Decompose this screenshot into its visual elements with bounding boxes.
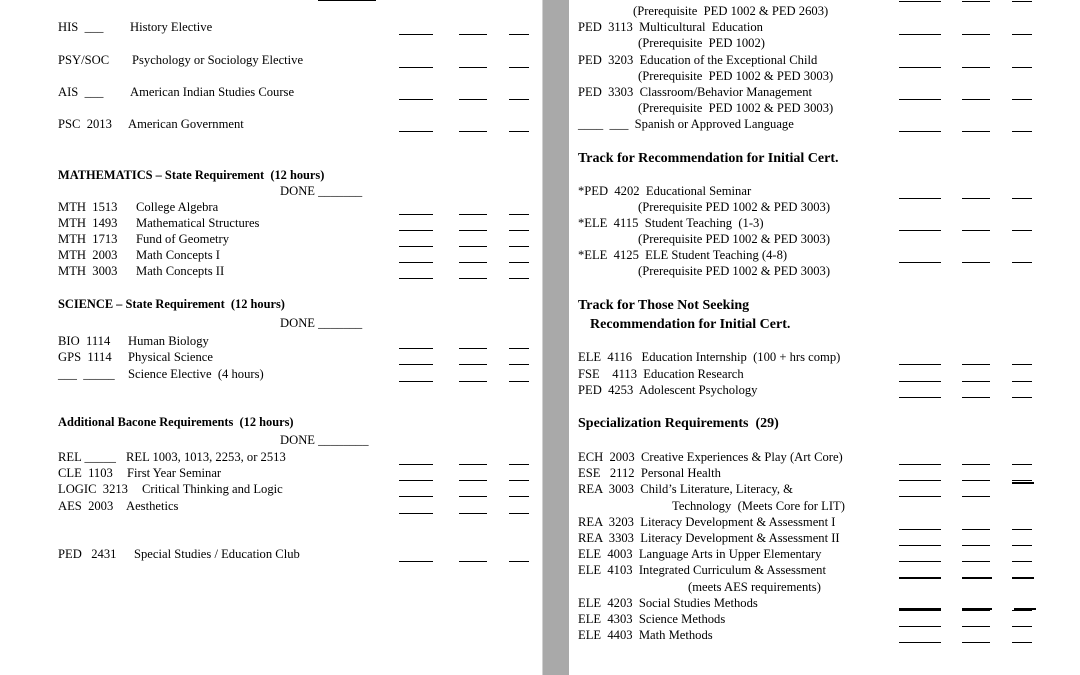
prerequisite-note: (Prerequisite PED 1002 & PED 3003) [638, 264, 831, 278]
course-line: ____ ___ Spanish or Approved Language [578, 117, 794, 131]
course-title: Physical Science [128, 350, 213, 364]
blank-line[interactable] [399, 381, 433, 382]
blank-line[interactable] [459, 496, 487, 497]
blank-line[interactable] [899, 397, 941, 398]
course-line: REA 3003 Child’s Literature, Literacy, & [578, 482, 793, 496]
blank-line[interactable] [1012, 262, 1032, 263]
blank-line[interactable] [899, 480, 941, 481]
blank-line[interactable] [1012, 99, 1032, 100]
blank-line[interactable] [1012, 482, 1034, 484]
blank-line[interactable] [899, 198, 941, 199]
blank-line[interactable] [962, 262, 990, 263]
course-line: REA 3203 Literacy Development & Assessment I [578, 515, 836, 529]
blank-line[interactable] [399, 496, 433, 497]
blank-line[interactable] [1012, 577, 1034, 579]
course-line: PED 3203 Education of the Exceptional Child [578, 53, 818, 67]
blank-line[interactable] [509, 561, 529, 562]
blank-line[interactable] [459, 230, 487, 231]
course-code: MTH 2003 [58, 248, 118, 262]
blank-line[interactable] [399, 513, 433, 514]
blank-line[interactable] [459, 278, 487, 279]
blank-line[interactable] [962, 397, 990, 398]
course-line: ELE 4203 Social Studies Methods [578, 596, 758, 610]
section-heading-specialization: Specialization Requirements (29) [578, 416, 779, 431]
course-code: BIO 1114 [58, 334, 111, 348]
blank-line[interactable] [899, 1, 941, 2]
course-code: LOGIC 3213 [58, 482, 128, 496]
blank-line[interactable] [1014, 608, 1036, 610]
blank-line[interactable] [1012, 230, 1032, 231]
section-heading-math: MATHEMATICS – State Requirement (12 hours) [58, 168, 325, 182]
blank-line[interactable] [509, 348, 529, 349]
blank-line[interactable] [509, 364, 529, 365]
blank-line[interactable] [399, 278, 433, 279]
course-title: Aesthetics [126, 499, 179, 513]
blank-line[interactable] [1012, 198, 1032, 199]
blank-line[interactable] [509, 246, 529, 247]
blank-line[interactable] [899, 561, 941, 562]
blank-line[interactable] [399, 99, 433, 100]
blank-line[interactable] [459, 464, 487, 465]
section-heading-track-not-2: Recommendation for Initial Cert. [590, 317, 791, 332]
course-line: ELE 4116 Education Internship (100 + hrs comp) [578, 350, 841, 364]
blank-line[interactable] [509, 480, 529, 481]
blank-line[interactable] [509, 214, 529, 215]
blank-line[interactable] [459, 364, 487, 365]
blank-line[interactable] [899, 545, 941, 546]
blank-line[interactable] [459, 381, 487, 382]
course-line: *PED 4202 Educational Seminar [578, 184, 752, 198]
blank-line[interactable] [509, 513, 529, 514]
course-code: PED 2431 [58, 547, 117, 561]
blank-line[interactable] [509, 67, 529, 68]
page-divider [543, 0, 569, 675]
course-title: Human Biology [128, 334, 209, 348]
blank-line[interactable] [962, 480, 990, 481]
course-title: Critical Thinking and Logic [142, 482, 283, 496]
course-title: Science Elective (4 hours) [128, 367, 264, 381]
course-line: PED 3303 Classroom/Behavior Management [578, 85, 812, 99]
course-title: REL 1003, 1013, 2253, or 2513 [126, 450, 286, 464]
course-line: PED 4253 Adolescent Psychology [578, 383, 758, 397]
course-code: MTH 3003 [58, 264, 118, 278]
blank-line[interactable] [899, 67, 941, 68]
course-title: Special Studies / Education Club [134, 547, 300, 561]
course-title: First Year Seminar [127, 466, 222, 480]
blank-line[interactable] [399, 67, 433, 68]
course-line: FSE 4113 Education Research [578, 367, 744, 381]
course-code: HIS ___ [58, 20, 104, 34]
blank-line[interactable] [1012, 626, 1032, 627]
blank-line[interactable] [399, 464, 433, 465]
course-line: *ELE 4115 Student Teaching (1-3) [578, 216, 764, 230]
done-line-top [318, 0, 376, 1]
done-field: DONE ________ [280, 433, 369, 447]
blank-line[interactable] [962, 364, 990, 365]
blank-line[interactable] [962, 131, 990, 132]
blank-line[interactable] [459, 67, 487, 68]
blank-line[interactable] [962, 198, 990, 199]
course-line: ECH 2003 Creative Experiences & Play (Art Core) [578, 450, 843, 464]
blank-line[interactable] [509, 381, 529, 382]
blank-line[interactable] [962, 545, 990, 546]
done-field: DONE _______ [280, 184, 363, 198]
course-title: American Indian Studies Course [130, 85, 295, 99]
course-code: AIS ___ [58, 85, 104, 99]
blank-line[interactable] [399, 246, 433, 247]
blank-line[interactable] [899, 99, 941, 100]
blank-line[interactable] [899, 642, 941, 643]
blank-line[interactable] [1012, 464, 1032, 465]
blank-line[interactable] [399, 348, 433, 349]
prerequisite-note: (Prerequisite PED 1002 & PED 3003) [638, 200, 831, 214]
blank-line[interactable] [1012, 397, 1032, 398]
blank-line[interactable] [899, 577, 941, 579]
blank-line[interactable] [399, 230, 433, 231]
course-code: GPS 1114 [58, 350, 112, 364]
course-line: *ELE 4125 ELE Student Teaching (4-8) [578, 248, 788, 262]
blank-line[interactable] [899, 34, 941, 35]
blank-line[interactable] [899, 364, 941, 365]
blank-line[interactable] [899, 464, 941, 465]
prerequisite-note: (Prerequisite PED 1002 & PED 3003) [638, 232, 831, 246]
course-line: ELE 4103 Integrated Curriculum & Assessment [578, 563, 826, 577]
blank-line[interactable] [399, 34, 433, 35]
blank-line[interactable] [962, 561, 990, 562]
blank-line[interactable] [962, 67, 990, 68]
course-title: Psychology or Sociology Elective [132, 53, 304, 67]
blank-line[interactable] [962, 464, 990, 465]
blank-line[interactable] [899, 496, 941, 497]
blank-line[interactable] [962, 381, 990, 382]
blank-line[interactable] [1012, 642, 1032, 643]
blank-line[interactable] [399, 364, 433, 365]
blank-line[interactable] [459, 561, 487, 562]
prerequisite-note: (Prerequisite PED 1002 & PED 2603) [633, 4, 829, 18]
blank-line[interactable] [459, 131, 487, 132]
blank-line[interactable] [1012, 34, 1032, 35]
blank-line[interactable] [459, 348, 487, 349]
blank-line[interactable] [899, 626, 941, 627]
blank-line[interactable] [962, 496, 990, 497]
course-code: MTH 1513 [58, 200, 118, 214]
blank-line[interactable] [899, 610, 941, 611]
course-code: MTH 1713 [58, 232, 118, 246]
blank-line[interactable] [962, 529, 990, 530]
course-line: PED 3113 Multicultural Education [578, 20, 763, 34]
blank-line[interactable] [459, 34, 487, 35]
section-heading-track-not: Track for Those Not Seeking [578, 298, 750, 313]
blank-line[interactable] [509, 99, 529, 100]
course-code: MTH 1493 [58, 216, 118, 230]
blank-line[interactable] [459, 246, 487, 247]
blank-line[interactable] [899, 131, 941, 132]
blank-line[interactable] [459, 513, 487, 514]
blank-line[interactable] [509, 34, 529, 35]
section-heading-track-initial: Track for Recommendation for Initial Cert. [578, 151, 839, 166]
blank-line[interactable] [509, 464, 529, 465]
course-code: PSC 2013 [58, 117, 112, 131]
blank-line[interactable] [962, 608, 992, 610]
blank-line[interactable] [1012, 67, 1032, 68]
course-line: ELE 4003 Language Arts in Upper Elementary [578, 547, 822, 561]
course-title: American Government [128, 117, 244, 131]
course-title: Mathematical Structures [136, 216, 260, 230]
blank-line[interactable] [962, 230, 990, 231]
blank-line[interactable] [962, 610, 990, 611]
course-title: History Elective [130, 20, 213, 34]
prerequisite-note: (Prerequisite PED 1002 & PED 3003) [638, 69, 834, 83]
blank-line[interactable] [962, 99, 990, 100]
blank-line[interactable] [1012, 364, 1032, 365]
course-code: ___ _____ [58, 367, 115, 381]
blank-line[interactable] [1012, 610, 1032, 611]
blank-line[interactable] [962, 34, 990, 35]
course-line: REA 3303 Literacy Development & Assessment II [578, 531, 840, 545]
section-heading-science: SCIENCE – State Requirement (12 hours) [58, 297, 285, 311]
course-code: AES 2003 [58, 499, 114, 513]
blank-line[interactable] [399, 214, 433, 215]
blank-line[interactable] [1012, 381, 1032, 382]
prerequisite-note: (Prerequisite PED 1002) [638, 36, 765, 50]
course-title: Math Concepts I [136, 248, 220, 262]
blank-line[interactable] [962, 642, 990, 643]
blank-line[interactable] [509, 278, 529, 279]
course-code: CLE 1103 [58, 466, 113, 480]
course-title: Fund of Geometry [136, 232, 230, 246]
blank-line[interactable] [1012, 545, 1032, 546]
blank-line[interactable] [899, 529, 941, 530]
course-code: PSY/SOC [58, 53, 110, 67]
course-title: Math Concepts II [136, 264, 225, 278]
blank-line[interactable] [509, 131, 529, 132]
blank-line[interactable] [899, 230, 941, 231]
blank-line[interactable] [459, 214, 487, 215]
divider-edge [542, 0, 543, 675]
blank-line[interactable] [1012, 529, 1032, 530]
course-note: (meets AES requirements) [688, 580, 821, 594]
course-line: ELE 4303 Science Methods [578, 612, 726, 626]
section-heading-bacone: Additional Bacone Requirements (12 hours) [58, 415, 294, 429]
blank-line[interactable] [459, 262, 487, 263]
blank-line[interactable] [509, 230, 529, 231]
blank-line[interactable] [1012, 1, 1032, 2]
blank-line[interactable] [399, 480, 433, 481]
blank-line[interactable] [459, 480, 487, 481]
blank-line[interactable] [509, 262, 529, 263]
prerequisite-note: (Prerequisite PED 1002 & PED 3003) [638, 101, 834, 115]
blank-line[interactable] [962, 1, 990, 2]
blank-line[interactable] [899, 381, 941, 382]
course-line: ESE 2112 Personal Health [578, 466, 721, 480]
course-code: REL _____ [58, 450, 116, 464]
blank-line[interactable] [962, 577, 992, 579]
blank-line[interactable] [1012, 131, 1032, 132]
blank-line[interactable] [399, 561, 433, 562]
blank-line[interactable] [899, 262, 941, 263]
course-note: Technology (Meets Core for LIT) [672, 499, 845, 513]
course-line: ELE 4403 Math Methods [578, 628, 713, 642]
blank-line[interactable] [459, 99, 487, 100]
blank-line[interactable] [509, 496, 529, 497]
done-field: DONE _______ [280, 316, 363, 330]
blank-line[interactable] [962, 626, 990, 627]
blank-line[interactable] [399, 131, 433, 132]
blank-line[interactable] [1012, 561, 1032, 562]
blank-line[interactable] [1012, 480, 1032, 481]
course-title: College Algebra [136, 200, 219, 214]
blank-line[interactable] [399, 262, 433, 263]
blank-line[interactable] [899, 608, 941, 610]
